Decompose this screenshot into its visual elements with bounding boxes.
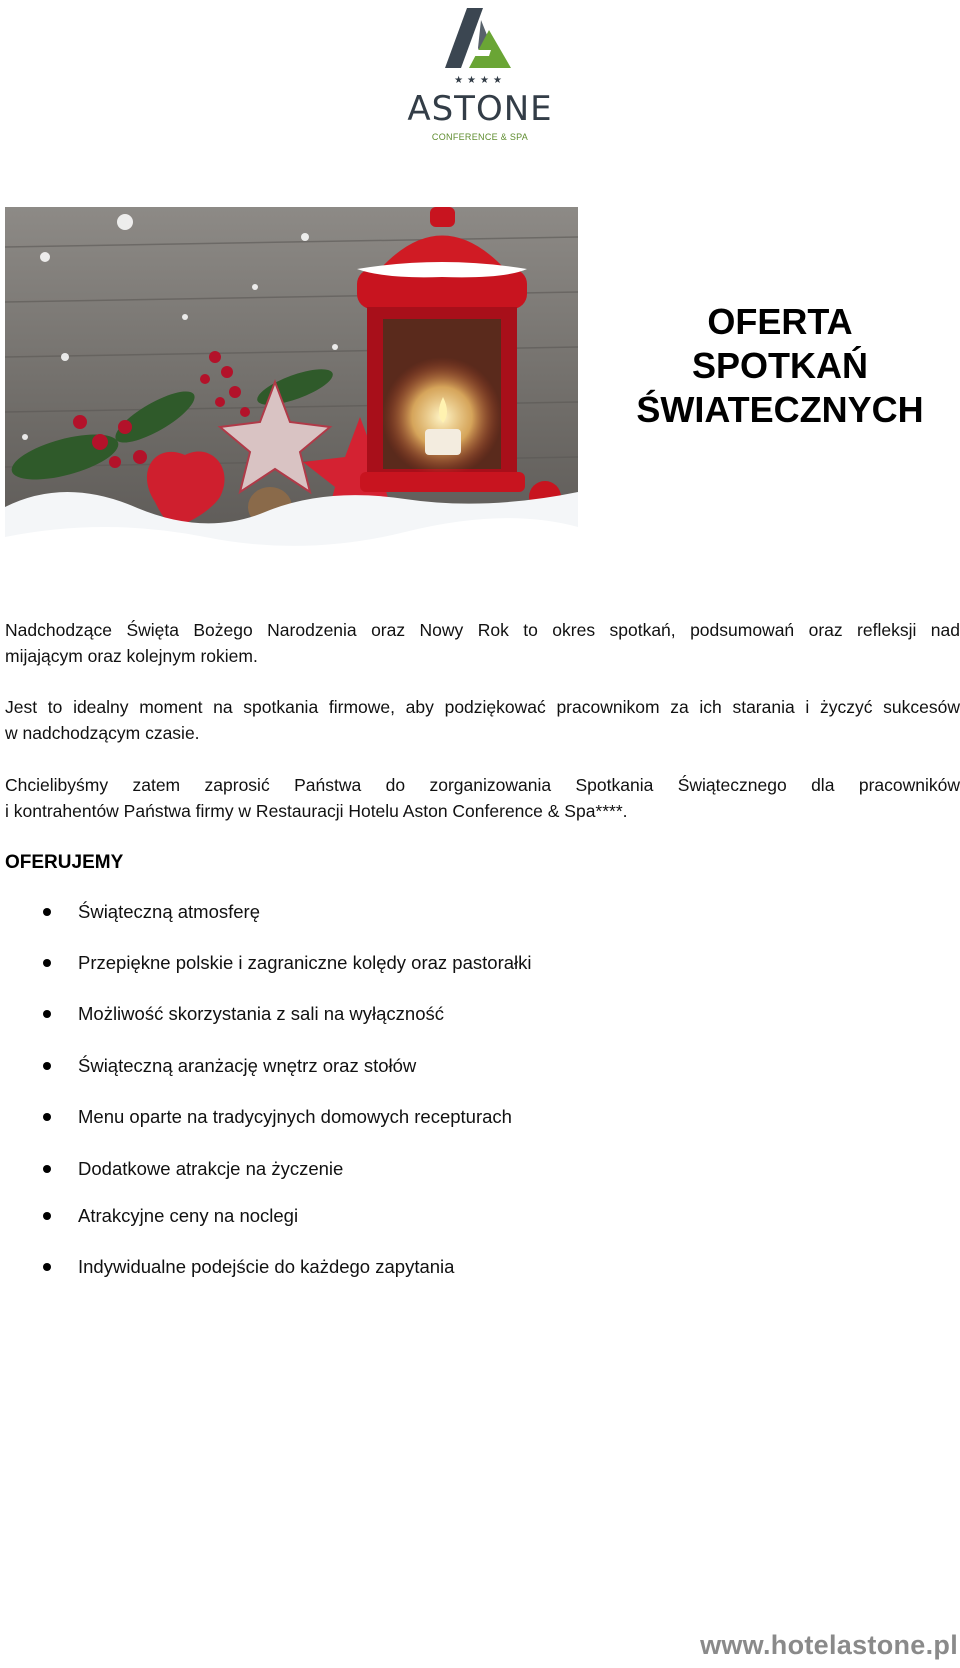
bullet-icon	[43, 908, 51, 916]
paragraph-line: Jest to idealny moment na spotkania firmowe, aby podziękować pracownikom za ich starania i życzyć sukcesów	[5, 697, 960, 717]
bullet-icon	[43, 1113, 51, 1121]
paragraph-line: mijającym oraz kolejnym rokiem.	[5, 646, 258, 666]
bullet-icon	[43, 1212, 51, 1220]
title-line-1: OFERTA	[707, 301, 853, 342]
paragraph-line: Nadchodzące Święta Bożego Narodzenia oraz Nowy Rok to okres spotkań, podsumowań oraz refleksji nad	[5, 620, 960, 640]
bullet-icon	[43, 1010, 51, 1018]
bullet-icon	[43, 1165, 51, 1173]
hotel-logo	[405, 6, 555, 146]
intro-paragraph-3	[5, 772, 960, 824]
offer-heading: OFERUJEMY	[5, 852, 124, 873]
logo-name: ASTONE	[407, 89, 553, 129]
intro-paragraph-2	[5, 694, 960, 746]
logo-stars: ★★★★	[454, 75, 506, 86]
paragraph-line: w nadchodzącym czasie.	[5, 723, 200, 743]
christmas-lantern-photo	[5, 207, 578, 572]
astone-a-mark-icon	[445, 6, 515, 71]
intro-paragraph-1	[5, 617, 960, 669]
bullet-icon	[43, 959, 51, 967]
logo-tagline: CONFERENCE & SPA	[431, 132, 529, 142]
paragraph-line: Chcielibyśmy zatem zaprosić Państwa do zorganizowania Spotkania Świątecznego dla pracowników	[5, 775, 960, 795]
bullet-icon	[43, 1263, 51, 1271]
offer-title	[600, 300, 960, 432]
footer-website-link[interactable]: www.hotelastone.pl	[700, 1630, 958, 1660]
title-line-2: SPOTKAŃ	[691, 345, 868, 386]
paragraph-line: i kontrahentów Państwa firmy w Restauracji Hotelu Aston Conference & Spa****.	[5, 801, 628, 821]
bullet-icon	[43, 1062, 51, 1070]
title-line-3: ŚWIATECZNYCH	[636, 389, 924, 430]
